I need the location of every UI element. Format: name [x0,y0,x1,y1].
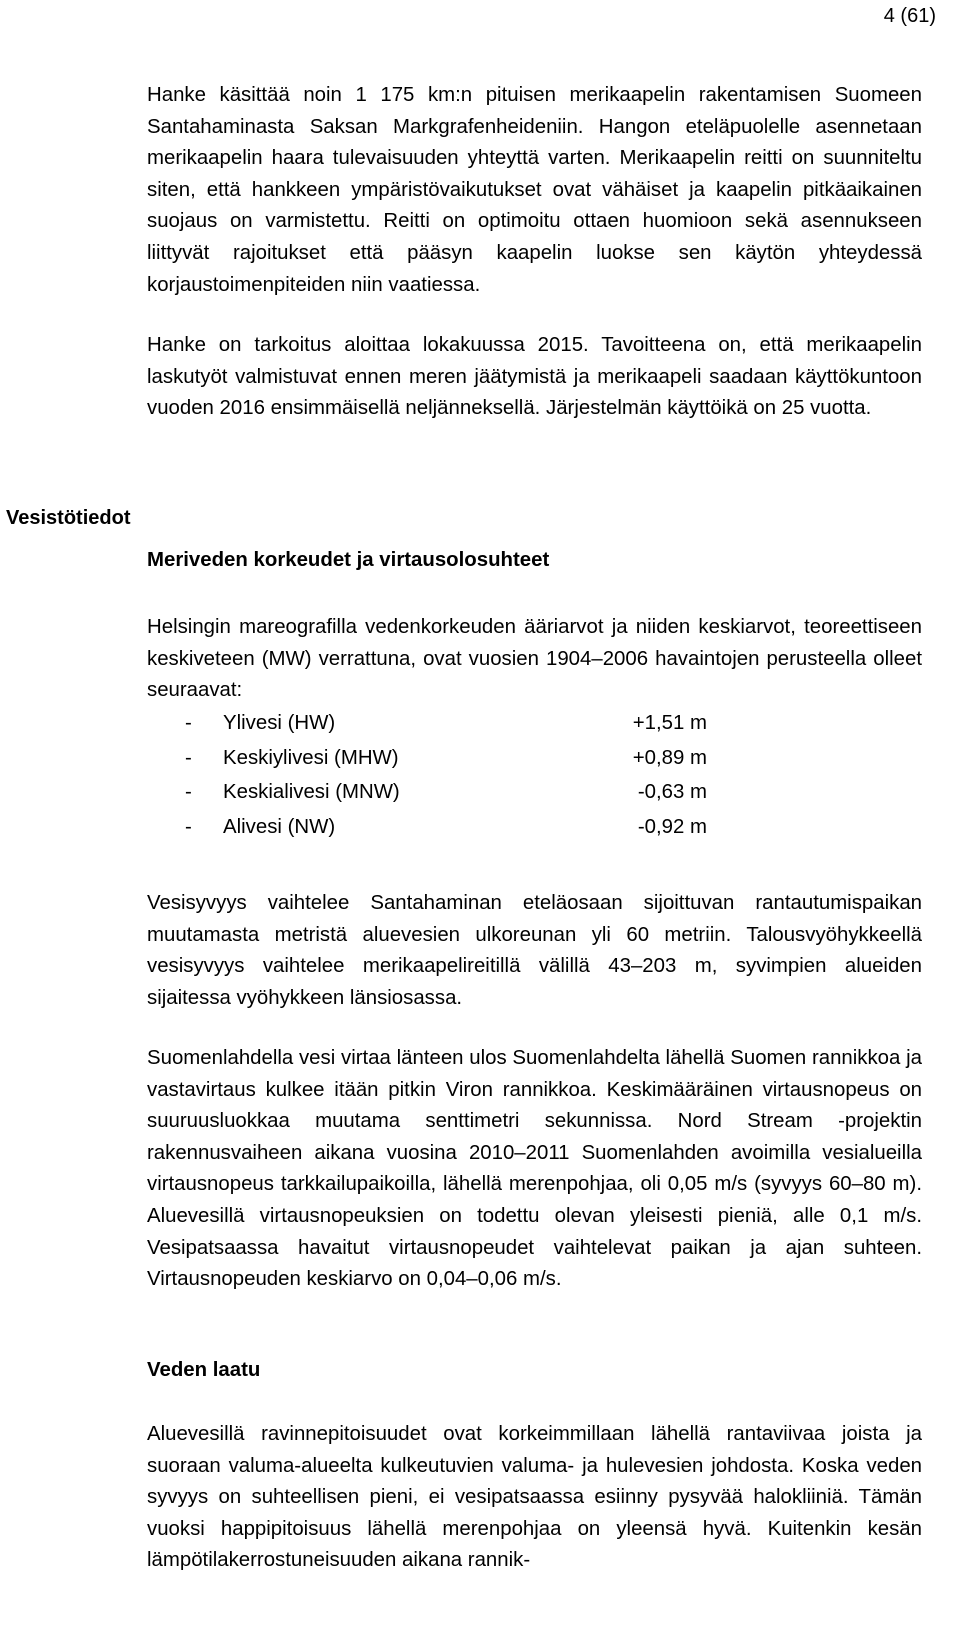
page-number: 4 (61) [883,5,936,27]
paragraph-project-schedule: Hanke on tarkoitus aloittaa lokakuussa 2015. Tavoitteena on, että merikaapelin laskutyöt valmistuvat ennen meren jäätymistä ja merikaapeli saadaan käyttökuntoon vuoden 2016 ensimmäisellä neljänneksellä. Järjestelmän käyttöikä on 25 vuotta. [147,334,922,420]
list-item: - Keskiylivesi (MHW) +0,89 m [185,746,707,769]
list-item: - Ylivesi (HW) +1,51 m [185,712,707,734]
list-item: - Keskialivesi (MNW) -0,63 m [185,781,707,803]
side-heading-vesistotiedot: Vesistötiedot [6,507,131,529]
paragraph-currents: Suomenlahdella vesi virtaa länteen ulos Suomenlahdelta lähellä Suomen rannikkoa ja vastavirtaus kulkee itään pitkin Viron rannikkoa. Keskimääräinen virtausnopeus on suuruusluokkaa muutama senttimetri sekunnissa. Nord Stream -projektin rakennusvaiheen aikana vuosina 2010–2011 Suomenlahden avoimilla vesialueilla virtausnopeus tarkkailupaikoilla, lähellä merenpohjaa, oli 0,05 m/s (syvyys 60–80 m). Aluevesillä virtausnopeuksien on todettu olevan yleisesti pieniä, alle 0,1 m/s. Vesipatsaassa havaitut virtausnopeudet vaihtelevat paikan ja ajan suhteen. Virtausnopeuden keskiarvo on 0,04–0,06 m/s. [147,1047,922,1291]
paragraph-mareograph: Helsingin mareografilla vedenkorkeuden ääriarvot ja niiden keskiarvot, teoreettiseen keskiveteen (MW) verrattuna, ovat vuosien 1904–2006 havaintojen perusteella olleet seuraavat: [147,616,922,702]
water-level-list [147,706,707,844]
heading-sea-levels: Meriveden korkeudet ja virtausolosuhteet [147,549,550,571]
list-item: - Alivesi (NW) -0,92 m [185,815,707,838]
heading-water-quality: Veden laatu [147,1359,261,1381]
paragraph-water-depth: Vesisyvyys vaihtelee Santahaminan eteläosaan sijoittuvan rantautumispaikan muutamasta metristä aluevesien ulkoreunan yli 60 metriin. Talousvyöhykkeellä vesisyvyys vaihtelee merikaapelireitillä välillä 43–203 m, syvimpien alueiden sijaitessa vyöhykkeen länsiosassa. [147,892,922,1009]
paragraph-project-description: Hanke käsittää noin 1 175 km:n pituisen merikaapelin rakentamisen Suomeen Santahaminasta Saksan Markgrafenheideniin. Hangon eteläpuolelle asennetaan merikaapelin haara tulevaisuuden yhteyttä varten. Merikaapelin reitti on suunniteltu siten, että hankkeen ympäristövaikutukset ovat vähäiset ja kaapelin pitkäaikainen suojaus on varmistettu. Reitti on optimoitu ottaen huomioon sekä asennukseen liittyvät rajoitukset että pääsyn kaapelin luokse sen käytön yhteydessä korjaustoimenpiteiden niin vaatiessa. [147,84,922,296]
paragraph-water-quality: Aluevesillä ravinnepitoisuudet ovat korkeimmillaan lähellä rantaviivaa joista ja suoraan valuma-alueelta kulkeutuvien valuma- ja hulevesien johdosta. Koska veden syvyys on suhteellisen pieni, ei vesipatsaassa esiinny pysyvää halokliiniä. Tämän vuoksi happipitoisuus lähellä merenpohjaa on yleensä hyvä. Kuitenkin kesän lämpötilakerrostuneisuuden aikana rannik- [147,1423,922,1572]
